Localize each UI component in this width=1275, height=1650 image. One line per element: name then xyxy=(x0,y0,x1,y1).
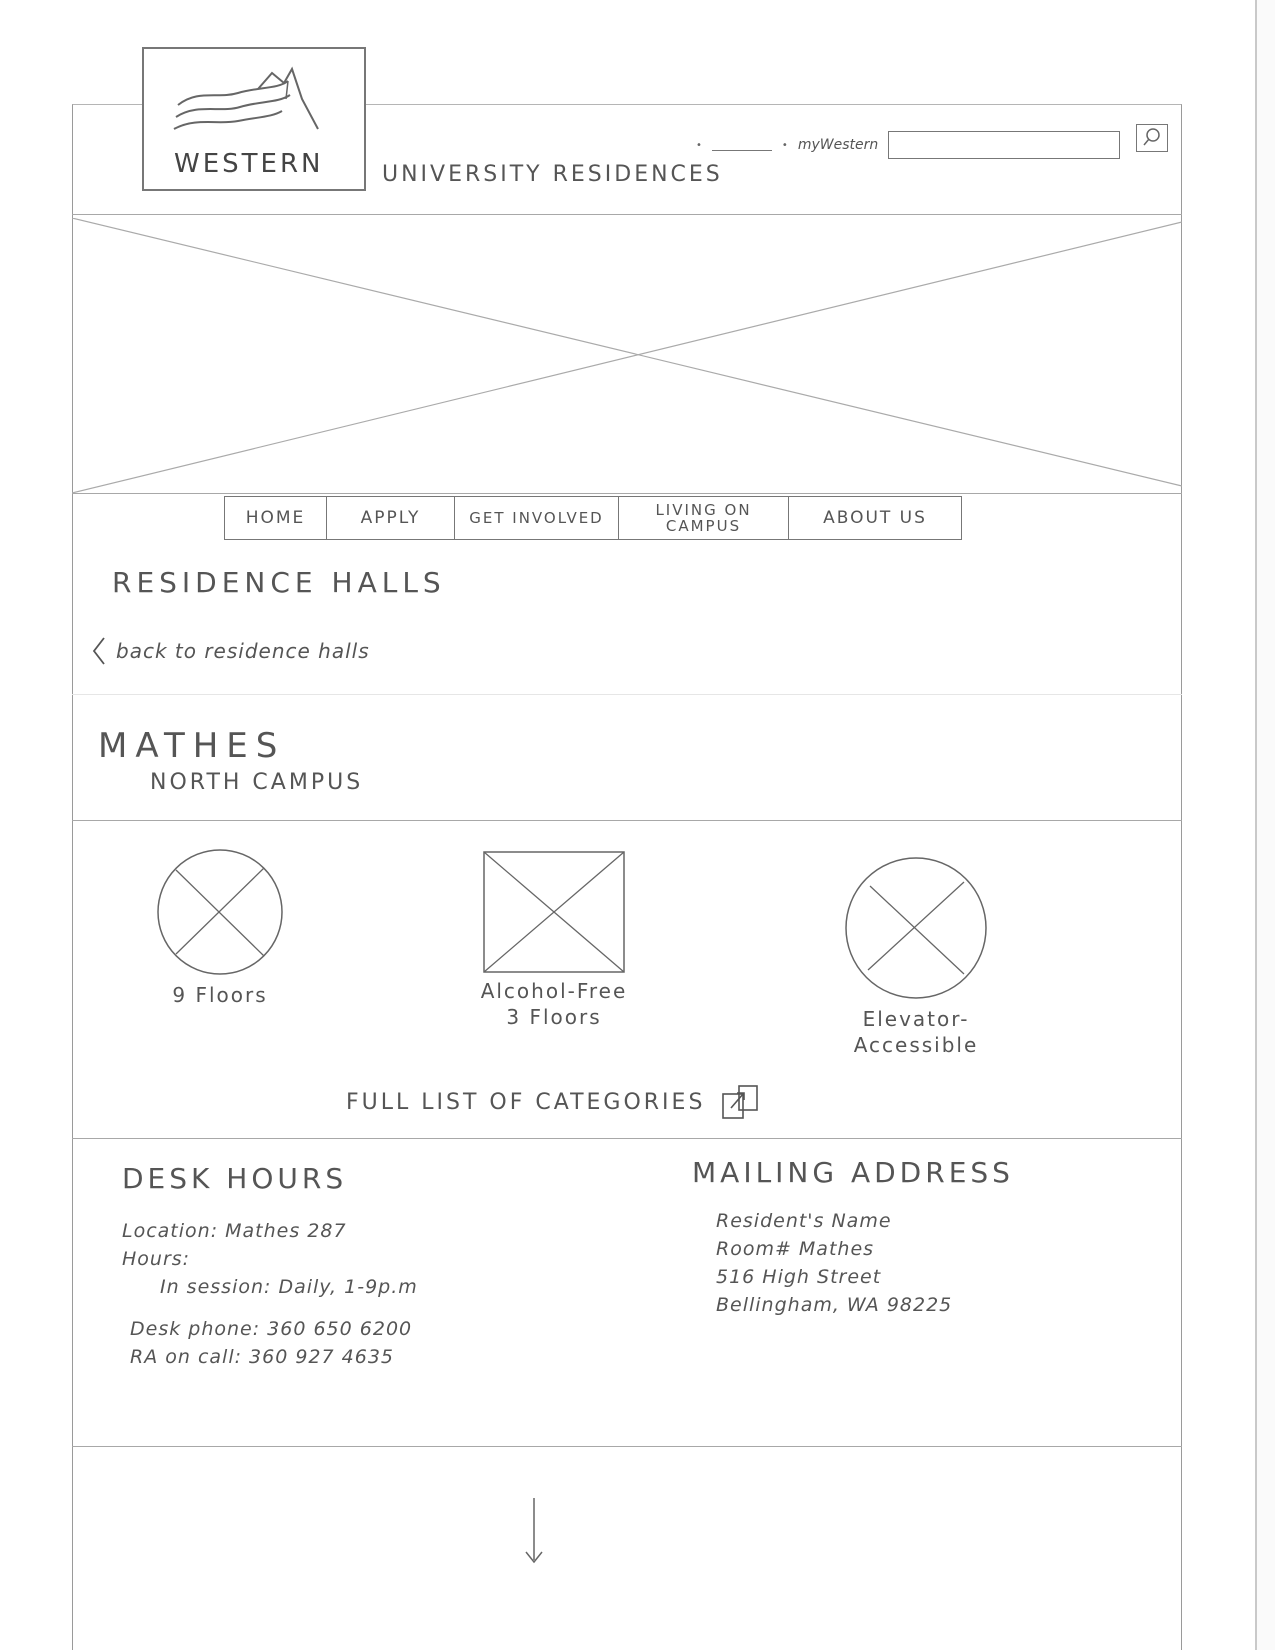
hero-divider xyxy=(72,493,1182,494)
feature-floors xyxy=(140,848,300,1008)
address-line: Room# Mathes xyxy=(716,1238,875,1260)
circle-placeholder-icon xyxy=(154,848,286,978)
feature-label: Elevator- xyxy=(862,1007,970,1031)
search-input[interactable] xyxy=(888,131,1120,159)
back-link[interactable] xyxy=(92,636,370,666)
bullet-icon: • xyxy=(781,139,788,151)
address-line: Resident's Name xyxy=(716,1210,892,1232)
desk-location: Location: Mathes 287 xyxy=(122,1220,347,1242)
desk-phone[interactable]: Desk phone: 360 650 6200 xyxy=(130,1318,413,1340)
nav-item-get-involved[interactable]: GET INVOLVED xyxy=(454,496,618,540)
nav-item-about-us[interactable]: ABOUT US xyxy=(788,496,962,540)
desk-hours-title: DESK HOURS xyxy=(122,1162,348,1195)
mywestern-link[interactable]: myWestern xyxy=(797,137,879,153)
page-edge xyxy=(1255,0,1275,1650)
main-nav xyxy=(224,496,962,540)
feature-elevator-accessible xyxy=(836,856,996,1058)
mailing-address-section xyxy=(692,1156,1014,1319)
address-line: Bellingham, WA 98225 xyxy=(716,1294,953,1316)
hall-name: MATHES xyxy=(98,726,286,766)
chevron-left-icon xyxy=(92,636,106,666)
circle-placeholder-icon xyxy=(844,856,988,1002)
search-icon xyxy=(1137,125,1165,149)
feature-label: Accessible xyxy=(853,1033,979,1057)
external-link-icon xyxy=(719,1082,763,1122)
nav-item-home[interactable]: HOME xyxy=(224,496,326,540)
footer-divider xyxy=(72,1446,1182,1447)
header-divider xyxy=(72,214,1182,215)
search-button[interactable] xyxy=(1136,124,1168,152)
logo-text: WESTERN xyxy=(174,149,324,179)
placeholder-link[interactable] xyxy=(712,140,772,151)
western-logo[interactable] xyxy=(142,47,366,191)
desk-in-session: In session: Daily, 1-9p.m xyxy=(160,1276,418,1298)
page-title: RESIDENCE HALLS xyxy=(112,566,446,599)
full-list-label: FULL LIST OF CATEGORIES xyxy=(346,1089,706,1115)
desk-hours-label: Hours: xyxy=(122,1248,191,1270)
back-link-label: back to residence halls xyxy=(116,639,370,663)
feature-alcohol-free xyxy=(454,850,654,1030)
info-top-divider xyxy=(72,1138,1182,1139)
nav-item-apply[interactable]: APPLY xyxy=(326,496,454,540)
hero-image-placeholder xyxy=(72,218,1182,493)
mywestern-row xyxy=(696,130,1120,160)
image-placeholder-icon xyxy=(482,850,626,974)
nav-item-living-on-campus[interactable]: LIVING ON CAMPUS xyxy=(618,496,788,540)
faint-divider xyxy=(72,694,1182,695)
mailing-address-title: MAILING ADDRESS xyxy=(692,1156,1014,1189)
address-line: 516 High Street xyxy=(716,1266,882,1288)
feature-label: 9 Floors xyxy=(172,983,268,1007)
site-title[interactable]: UNIVERSITY RESIDENCES xyxy=(382,162,723,187)
features-top-divider xyxy=(72,820,1182,821)
feature-label: 3 Floors xyxy=(506,1005,602,1029)
bullet-icon: • xyxy=(696,139,702,151)
desk-hours-section xyxy=(122,1162,418,1371)
hall-campus: NORTH CAMPUS xyxy=(150,770,364,795)
full-list-link[interactable] xyxy=(346,1082,763,1122)
arrow-down-icon xyxy=(522,1496,546,1566)
feature-label: Alcohol-Free xyxy=(480,979,628,1003)
ra-on-call-phone[interactable]: RA on call: 360 927 4635 xyxy=(130,1346,394,1368)
wave-mountain-logo-icon xyxy=(168,59,338,149)
